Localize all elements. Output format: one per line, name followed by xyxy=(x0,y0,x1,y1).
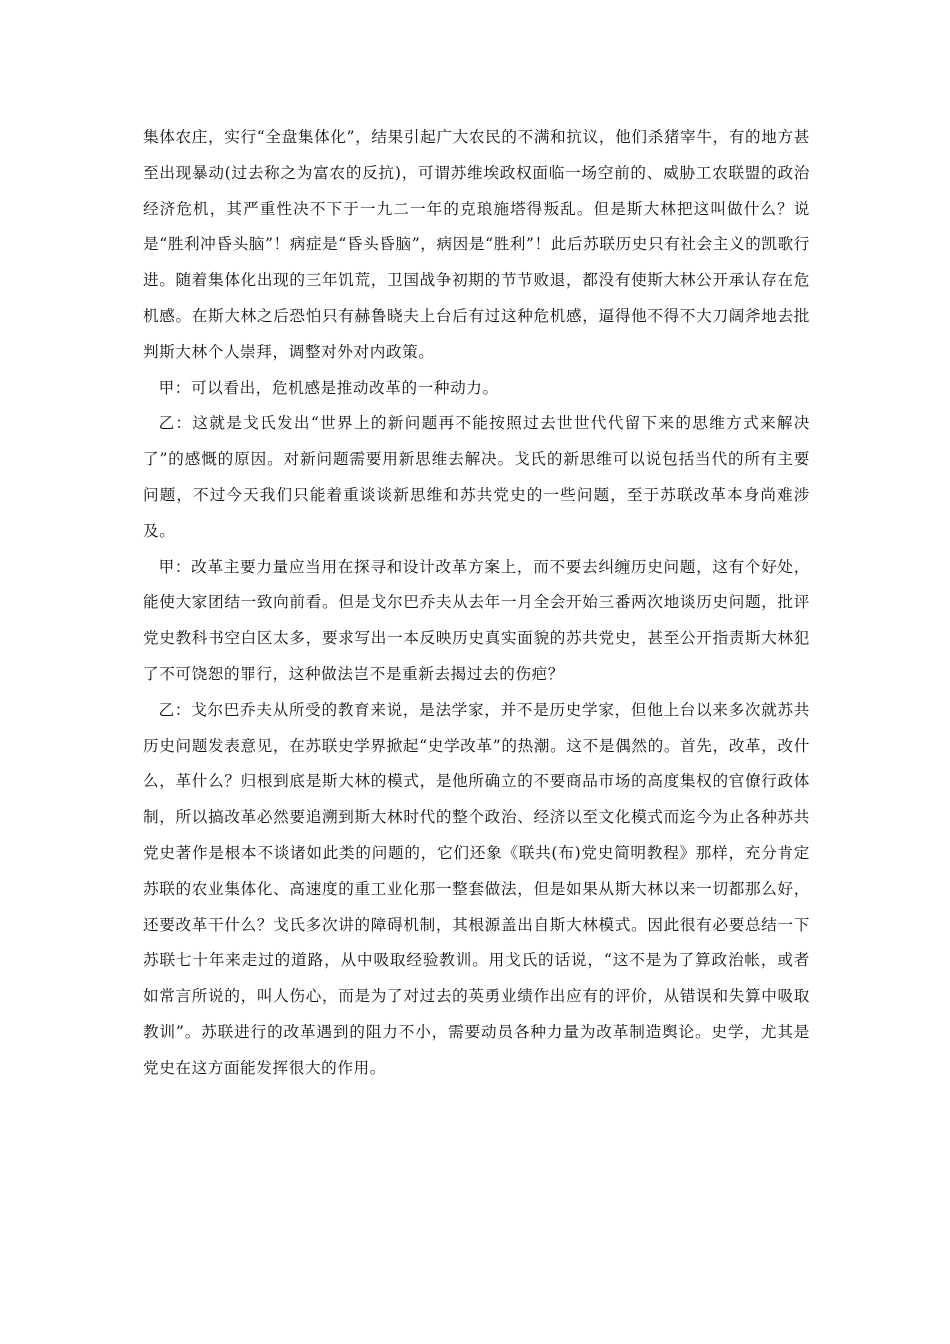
paragraph-yi-2: 乙：戈尔巴乔夫从所受的教育来说，是法学家，并不是历史学家，但他上台以来多次就苏共历史问题发表意见，在苏联史学界掀起“史学改革”的热潮。这不是偶然的。首先，改革，改什么，革什么？归根到底是斯大林的模式，是他所确立的不要商品市场的高度集权的官僚行政体制，所以搞改革必然要追溯到斯大林时代的整个政治、经济以至文化模式而迄今为止各种苏共党史著作是根本不谈诸如此类的问题的，它们还象《联共(布)党史简明教程》那样，充分肯定苏联的农业集体化、高速度的重工业化那一整套做法，但是如果从斯大林以来一切都那么好，还要改革干什么？戈氏多次讲的障碍机制，其根源盖出自斯大林模式。因此很有必要总结一下苏联七十年来走过的道路，从中吸取经验教训。用戈氏的话说，“这不是为了算政治帐，或者如常言所说的，叫人伤心，而是为了对过去的英勇业绩作出应有的评价，从错误和失算中吸取教训”。苏联进行的改革遇到的阻力不小，需要动员各种力量为改革制造舆论。史学，尤其是党史在这方面能发挥很大的作用。 xyxy=(143,700,810,1077)
paragraph-jia-1: 甲：可以看出，危机感是推动改革的一种动力。 xyxy=(158,378,499,397)
body-text xyxy=(143,120,810,1087)
paragraph-yi-1: 乙：这就是戈氏发出“世界上的新问题再不能按照过去世世代代留下来的思维方式来解决了”的感慨的原因。对新问题需要用新思维去解决。戈氏的新思维可以说包括当代的所有主要问题，不过今天我们只能着重谈谈新思维和苏共党史的一些问题，至于苏联改革本身尚难涉及。 xyxy=(143,414,810,540)
paragraph-jia-2: 甲：改革主要力量应当用在探寻和设计改革方案上，而不要去纠缠历史问题，这有个好处，能使大家团结一致向前看。但是戈尔巴乔夫从去年一月全会开始三番两次地谈历史问题，批评党史教科书空白区太多，要求写出一本反映历史真实面貌的苏共党史，甚至公开指责斯大林犯了不可饶恕的罪行，这种做法岂不是重新去揭过去的伤疤？ xyxy=(143,557,810,683)
paragraph-continuation: 集体农庄，实行“全盘集体化”，结果引起广大农民的不满和抗议，他们杀猪宰牛，有的地方甚至出现暴动(过去称之为富农的反抗)，可谓苏维埃政权面临一场空前的、威胁工农联盟的政治经济危机，其严重性决不下于一九二一年的克琅施塔得叛乱。但是斯大林把这叫做什么？说是“胜利冲昏头脑”！病症是“昏头昏脑”，病因是“胜利”！此后苏联历史只有社会主义的凯歌行进。随着集体化出现的三年饥荒，卫国战争初期的节节败退，都没有使斯大林公开承认存在危机感。在斯大林之后恐怕只有赫鲁晓夫上台后有过这种危机感，逼得他不得不大刀阔斧地去批判斯大林个人崇拜，调整对外对内政策。 xyxy=(143,128,810,361)
